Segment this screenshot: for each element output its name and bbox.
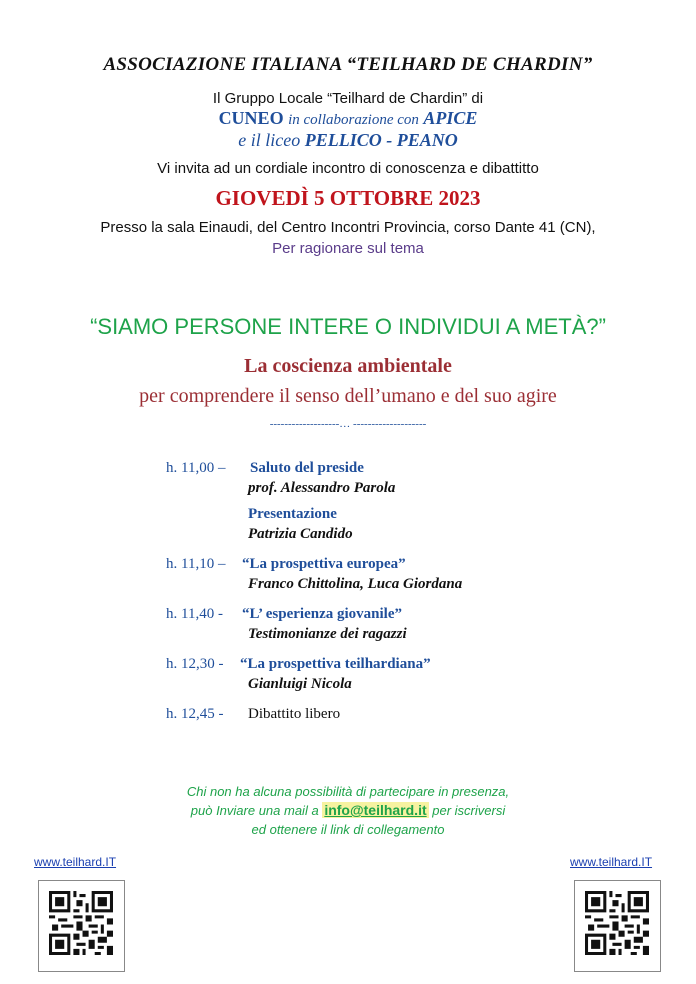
- online-notice: [0, 782, 696, 839]
- online-line-2-pre: può Inviare una mail a: [190, 803, 319, 818]
- program-time: h. 12,30 -: [166, 656, 224, 672]
- program-speaker: Patrizia Candido: [248, 526, 353, 542]
- event-location: Presso la sala Einaudi, del Centro Incontri Provincia, corso Dante 41 (CN),: [100, 219, 596, 236]
- program-title: “La prospettiva europea”: [242, 556, 406, 572]
- partner-name: APICE: [423, 108, 478, 128]
- online-line-1: Chi non ha alcuna possibilità di partecipare in presenza,: [186, 784, 510, 799]
- qr-code-left: [38, 880, 125, 972]
- program-title: Dibattito libero: [248, 706, 341, 722]
- online-line-2-post: per iscriversi: [432, 803, 506, 818]
- liceo-name: PELLICO - PEANO: [304, 130, 458, 150]
- program-speaker: Gianluigi Nicola: [248, 676, 352, 692]
- theme-question: “SIAMO PERSONE INTERE O INDIVIDUI A METÀ?”: [90, 314, 606, 339]
- qr-code-icon: [49, 891, 113, 955]
- program-time: h. 11,10 –: [166, 556, 226, 572]
- program-title: Saluto del preside: [250, 460, 364, 476]
- program-speaker: prof. Alessandro Parola: [248, 480, 396, 496]
- event-date: GIOVEDÌ 5 OTTOBRE 2023: [215, 186, 481, 210]
- collaboration-line: [0, 108, 696, 129]
- website-link-left[interactable]: www.teilhard.IT: [34, 855, 117, 869]
- program-speaker: Franco Chittolina, Luca Giordana: [248, 576, 463, 592]
- qr-code-icon: [585, 891, 649, 955]
- association-title: ASSOCIAZIONE ITALIANA “TEILHARD DE CHARDIN”: [103, 54, 593, 75]
- program-speaker: Testimonianze dei ragazzi: [248, 626, 407, 642]
- city-name: CUNEO: [218, 108, 284, 128]
- program-title: Presentazione: [248, 506, 337, 522]
- online-line-2: [0, 801, 696, 820]
- program-time: h. 11,00 –: [166, 460, 226, 476]
- invite-line: Vi invita ad un cordiale incontro di conoscenza e dibattitto: [157, 160, 539, 177]
- program-title: “L’ esperienza giovanile”: [242, 606, 402, 622]
- program-time: h. 11,40 -: [166, 606, 223, 622]
- separator: -------------------… --------------------: [269, 418, 427, 430]
- online-line-3: ed ottenere il link di collegamento: [251, 822, 445, 837]
- event-reason: Per ragionare sul tema: [272, 240, 424, 257]
- email-link[interactable]: info@teilhard.it: [324, 802, 427, 818]
- program-time: h. 12,45 -: [166, 706, 224, 722]
- theme-tagline: per comprendere il senso dell’umano e del suo agire: [139, 385, 557, 407]
- collab-text: in collaborazione con: [288, 112, 419, 128]
- group-line: Il Gruppo Locale “Teilhard de Chardin” di: [212, 90, 484, 107]
- qr-code-right: [574, 880, 661, 972]
- liceo-prefix: e il liceo: [238, 130, 301, 150]
- program-title: “La prospettiva teilhardiana”: [240, 656, 431, 672]
- theme-subtitle: La coscienza ambientale: [244, 355, 452, 377]
- liceo-line: [0, 130, 696, 151]
- website-link-right[interactable]: www.teilhard.IT: [570, 855, 653, 869]
